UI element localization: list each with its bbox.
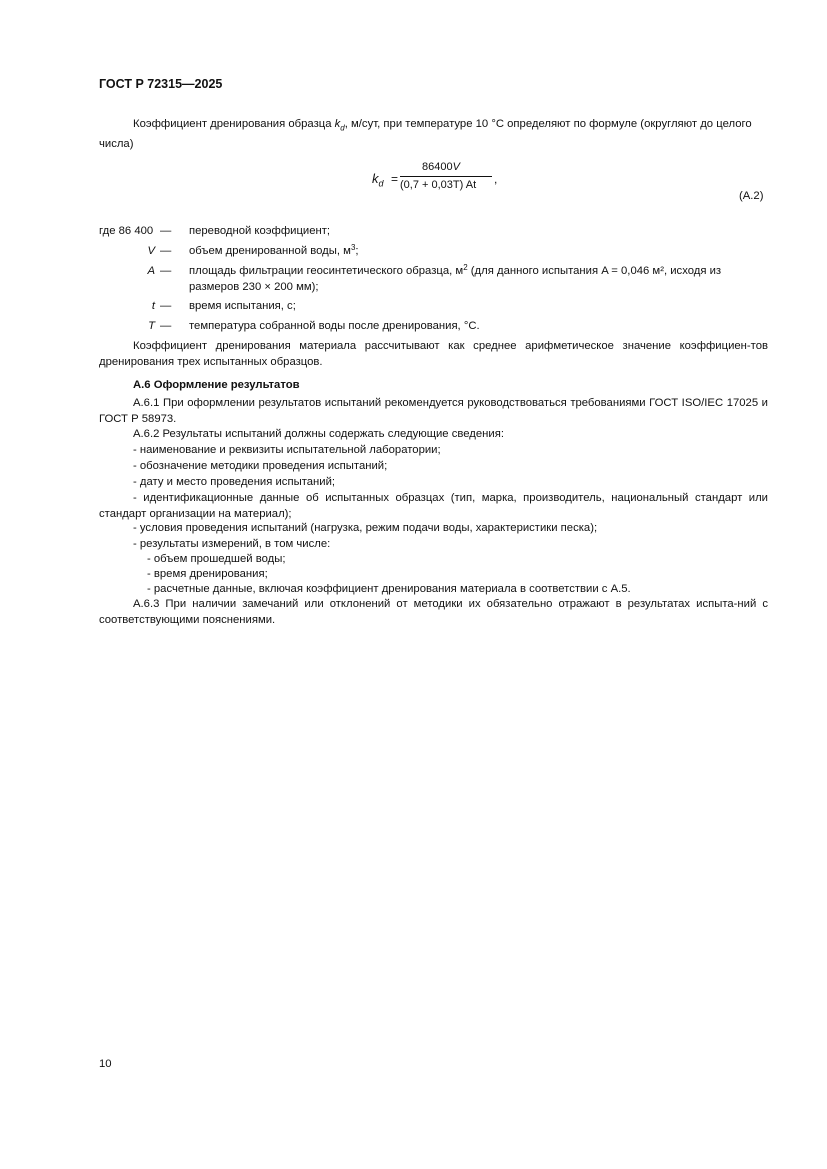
document-header: ГОСТ Р 72315—2025 bbox=[99, 77, 223, 91]
paragraph-a61: А.6.1 При оформлении результатов испытаний рекомендуется руководствоваться требованиями ГОСТ ISO/IEC 17025 и ГОСТ Р 58973. bbox=[99, 397, 768, 425]
list-item: - условия проведения испытаний (нагрузка, режим подачи воды, характеристики песка); bbox=[133, 522, 598, 534]
document-page: ГОСТ Р 72315—2025 Коэффициент дренирования образца $k_d$, м/сут, при температуре 10 °С определяют по формуле (округляют до целого числа) $k_d$ = 86400V (0,7 + 0,03T) At , (А.2) где 86 400 — переводной коэффициент; V — объем дренированной воды, $м^3$; A — площадь фильтрации геосинтетического образца, $м^2$ (для данного испытания A = 0,046 м², исходя из размеров 230 × 200 мм); t — время испытания, с; T — температура собранной воды после дренирования, °С. Коэффициент дренирования материала рассчитывают как среднее арифметическое значение коэффициен-тов дренирования трех испытанных образцов. А.6 Оформление результатов А.6.1 При оформлении результатов испытаний рекомендуется руководствоваться требованиями ГОСТ ISO/IEC 17025 и ГОСТ Р 58973. А.6.2 Результаты испытаний должны содержать следующие сведения: - наименование и реквизиты испытательной лаборатории; - обозначение методики проведения испытаний; - дату и место проведения испытаний; - идентификационные данные об испытанных образцах (тип, марка, производитель, национальный стандарт или стандарт организации на материал); - условия проведения испытаний (нагрузка, режим подачи воды, характеристики песка); - результаты измерений, в том числе: - объем прошедшей воды; - время дренирования; - расчетные данные, включая коэффициент дренирования материала в соответствии с А.5. А.6.3 При наличии замечаний или отклонений от методики их обязательно отражают в результатах испыта-ний с соответствующими пояснениями. 10 bbox=[99, 77, 768, 1070]
formula-comma: , bbox=[494, 172, 498, 186]
average-paragraph: Коэффициент дренирования материала рассчитывают как среднее арифметическое значение коэффициен-тов дренирования трех испытанных образцов. bbox=[99, 340, 768, 368]
where-label: где 86 400 bbox=[99, 225, 154, 237]
sublist-item: - время дренирования; bbox=[147, 568, 268, 580]
page-number: 10 bbox=[99, 1058, 112, 1070]
list-item: - наименование и реквизиты испытательной лаборатории; bbox=[133, 444, 441, 456]
paragraph-a63: А.6.3 При наличии замечаний или отклонений от методики их обязательно отражают в результатах испыта-ний с соответствующими пояснениями. bbox=[99, 598, 768, 626]
formula-equals: = bbox=[391, 172, 399, 186]
list-item: - результаты измерений, в том числе: bbox=[133, 538, 331, 550]
equation-number: (А.2) bbox=[739, 190, 764, 202]
section-title: А.6 Оформление результатов bbox=[133, 379, 300, 391]
fraction-bar bbox=[400, 176, 492, 177]
formula-a2 bbox=[372, 160, 512, 200]
list-item: - дату и место проведения испытаний; bbox=[133, 476, 336, 488]
sublist-item: - объем прошедшей воды; bbox=[147, 553, 286, 565]
paragraph-a62: А.6.2 Результаты испытаний должны содержать следующие сведения: bbox=[133, 428, 504, 440]
intro-paragraph: Коэффициент дренирования образца $k_d$, м/сут, при температуре 10 °С определяют по формуле (округляют до целого числа) bbox=[99, 118, 752, 151]
list-item: - идентификационные данные об испытанных образцах (тип, марка, производитель, национальный стандарт или стандарт организации на материал); bbox=[99, 492, 768, 520]
formula-denominator: (0,7 + 0,03T) At bbox=[400, 179, 477, 191]
list-item: - обозначение методики проведения испытаний; bbox=[133, 460, 388, 472]
formula-lhs: $k_d$ bbox=[372, 171, 384, 189]
sublist-item: - расчетные данные, включая коэффициент дренирования материала в соответствии с А.5. bbox=[147, 583, 631, 595]
formula-numerator: 86400V bbox=[422, 161, 460, 173]
